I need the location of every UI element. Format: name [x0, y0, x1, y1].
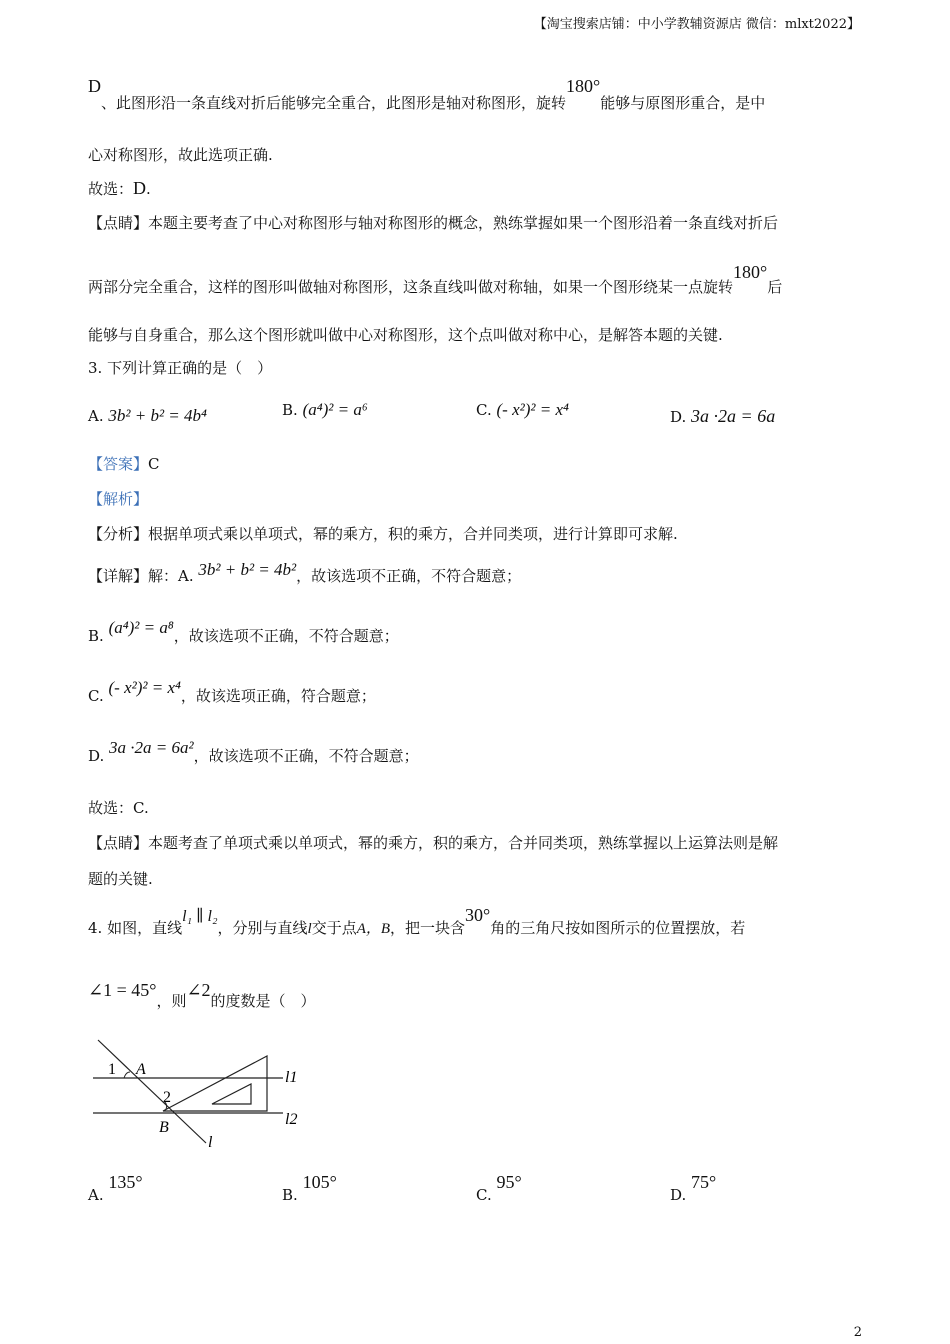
- fig-label-A: A: [136, 1061, 146, 1078]
- q4-stem-line2: [88, 980, 316, 1010]
- p-d-text1: 、此图形沿一条直线对折后能够完全重合，此图形是轴对称图形，旋转: [101, 94, 567, 112]
- q3-detail-b-label: B.: [88, 627, 104, 645]
- dianjing-1-text1: 本题主要考查了中心对称图形与轴对称图形的概念，熟练掌握如果一个图形沿着一条直线对折后: [148, 214, 779, 232]
- triangle-ruler-inner: [212, 1084, 251, 1104]
- p-d-line1: [88, 76, 766, 112]
- q3-option-c-expr: (- x²)² = x⁴: [496, 400, 569, 419]
- q4-stem-c: 交于点: [311, 919, 357, 937]
- p-d-angle: 180°: [566, 76, 601, 96]
- q4-stem-e: 角的三角尺按如图所示的位置摆放，若: [490, 919, 746, 937]
- q4-option-d-label: D.: [670, 1186, 687, 1204]
- q3-detail-c-label: C.: [88, 687, 104, 705]
- q3-dianjing-tag: 【点睛】: [88, 834, 149, 852]
- q4-option-d[interactable]: [670, 1172, 717, 1204]
- dianjing-1-text2b: 后: [767, 278, 783, 296]
- q3-option-b-expr: (a⁴)² = a⁶: [302, 400, 368, 419]
- q3-xiangjie-tag: 【详解】: [88, 567, 149, 585]
- q3-detail-d: [88, 738, 419, 766]
- p-d-text2: 能够与原图形重合，是中: [600, 94, 766, 112]
- q3-detail-c: [88, 678, 376, 706]
- q4-stem-a: 4. 如图，直线: [88, 919, 183, 937]
- page-number: 2: [853, 1325, 862, 1340]
- q3-detail-b: [88, 618, 399, 646]
- q3-detail-b-expr: (a⁴)² = a⁸: [108, 618, 174, 637]
- choose-1: [88, 178, 151, 199]
- q3-detail-a-text: ，故该选项不正确，不符合题意；: [296, 567, 522, 585]
- q3-option-b-label: B.: [282, 401, 298, 419]
- q3-dianjing-line1: [88, 833, 778, 853]
- q3-fenxi-text: 根据单项式乘以单项式，幂的乘方，积的乘方，合并同类项，进行计算即可求解.: [148, 525, 678, 543]
- choose-1-label: 故选：: [88, 180, 134, 198]
- q4-stem-line1: [88, 905, 746, 937]
- q3-option-a-label: A.: [88, 407, 104, 425]
- q3-detail-d-expr: 3a ·2a = 6a²: [109, 738, 194, 757]
- q3-dianjing-line2: 题的关键.: [88, 870, 153, 888]
- q3-dianjing-text1: 本题考查了单项式乘以单项式，幂的乘方，积的乘方，合并同类项，熟练掌握以上运算法则是解: [148, 834, 779, 852]
- q3-detail-c-expr: (- x²)² = x⁴: [108, 678, 181, 697]
- q4-stem-f: ，则: [156, 992, 187, 1010]
- q4-l: l: [307, 921, 312, 937]
- q4-points: A，B: [356, 921, 391, 937]
- q3-detail-a: [88, 560, 522, 586]
- q4-option-b[interactable]: [282, 1172, 337, 1204]
- q3-option-c[interactable]: [476, 400, 569, 420]
- q4-option-a-value: 135°: [108, 1172, 143, 1192]
- dianjing-1-line2: [88, 262, 783, 296]
- q3-answer-value: C: [148, 455, 160, 473]
- dianjing-1-angle: 180°: [733, 262, 768, 282]
- q4-parallel: l₁ ∥ l₂: [182, 908, 218, 925]
- page-header: 【淘宝搜索店铺：中小学教辅资源店 微信：mlxt2022】: [533, 17, 860, 32]
- q3-analysis-tag: 【解析】: [88, 490, 149, 508]
- q4-option-b-value: 105°: [302, 1172, 337, 1192]
- q3-fenxi-tag: 【分析】: [88, 525, 149, 543]
- q3-detail-d-text: ，故该选项不正确，不符合题意；: [193, 747, 419, 765]
- q3-answer: [88, 454, 160, 474]
- q3-option-d-expr: 3a ·2a = 6a: [691, 406, 776, 426]
- dianjing-1-line1: [88, 213, 778, 233]
- q3-option-b[interactable]: [282, 400, 368, 420]
- p-d-line2: 心对称图形，故此选项正确.: [88, 146, 273, 164]
- dianjing-1-text2a: 两部分完全重合，这样的图形叫做轴对称图形，这条直线叫做对称轴，如果一个图形绕某一点旋转: [88, 278, 734, 296]
- dianjing-1-tag: 【点睛】: [88, 214, 149, 232]
- q4-option-b-label: B.: [282, 1186, 298, 1204]
- fig-label-2: 2: [163, 1089, 171, 1106]
- q3-stem: 3. 下列计算正确的是（ ）: [88, 359, 273, 377]
- q3-detail-a-expr: 3b² + b² = 4b²: [198, 560, 297, 579]
- q4-option-c-label: C.: [476, 1186, 492, 1204]
- q4-stem-d: ，把一块含: [390, 919, 466, 937]
- angle-1-arc: [124, 1072, 130, 1078]
- choose-1-end: .: [146, 180, 151, 198]
- p-d-letter: D: [88, 76, 101, 96]
- q3-detail-d-label: D.: [88, 747, 105, 765]
- q3-option-d-label: D.: [670, 408, 687, 426]
- q3-xiangjie-prefix: 解：A.: [148, 567, 199, 585]
- q3-choose: 故选：C.: [88, 799, 149, 817]
- fig-label-1: 1: [108, 1061, 116, 1078]
- q4-figure: [88, 1035, 318, 1155]
- q3-option-a-expr: 3b² + b² = 4b⁴: [108, 406, 207, 425]
- q4-ask: ∠2: [186, 980, 211, 1000]
- q4-option-c[interactable]: [476, 1172, 522, 1204]
- q4-option-d-value: 75°: [691, 1172, 717, 1192]
- q3-detail-c-text: ，故该选项正确，符合题意；: [180, 687, 376, 705]
- q3-fenxi: [88, 524, 678, 544]
- dianjing-1-line3: 能够与自身重合，那么这个图形就叫做中心对称图形，这个点叫做对称中心，是解答本题的关键.: [88, 326, 723, 344]
- q3-detail-b-text: ，故该选项不正确，不符合题意；: [173, 627, 399, 645]
- line-l: [98, 1040, 206, 1143]
- choose-1-value: D: [133, 178, 147, 198]
- q4-stem-b: ，分别与直线: [217, 919, 308, 937]
- q3-option-d[interactable]: [670, 406, 775, 427]
- q3-option-a[interactable]: [88, 406, 207, 426]
- q3-option-c-label: C.: [476, 401, 492, 419]
- fig-label-B: B: [159, 1119, 169, 1136]
- q4-stem-g: 的度数是（ ）: [210, 992, 316, 1010]
- q3-answer-tag: 【答案】: [88, 455, 149, 473]
- q4-cond: ∠1 = 45°: [88, 980, 157, 1000]
- fig-label-l1: l1: [285, 1069, 298, 1086]
- q4-option-c-value: 95°: [496, 1172, 522, 1192]
- fig-label-l: l: [208, 1134, 213, 1151]
- q4-option-a[interactable]: [88, 1172, 143, 1204]
- q4-angle30: 30°: [465, 905, 491, 925]
- fig-label-l2: l2: [285, 1111, 298, 1128]
- q4-option-a-label: A.: [88, 1186, 104, 1204]
